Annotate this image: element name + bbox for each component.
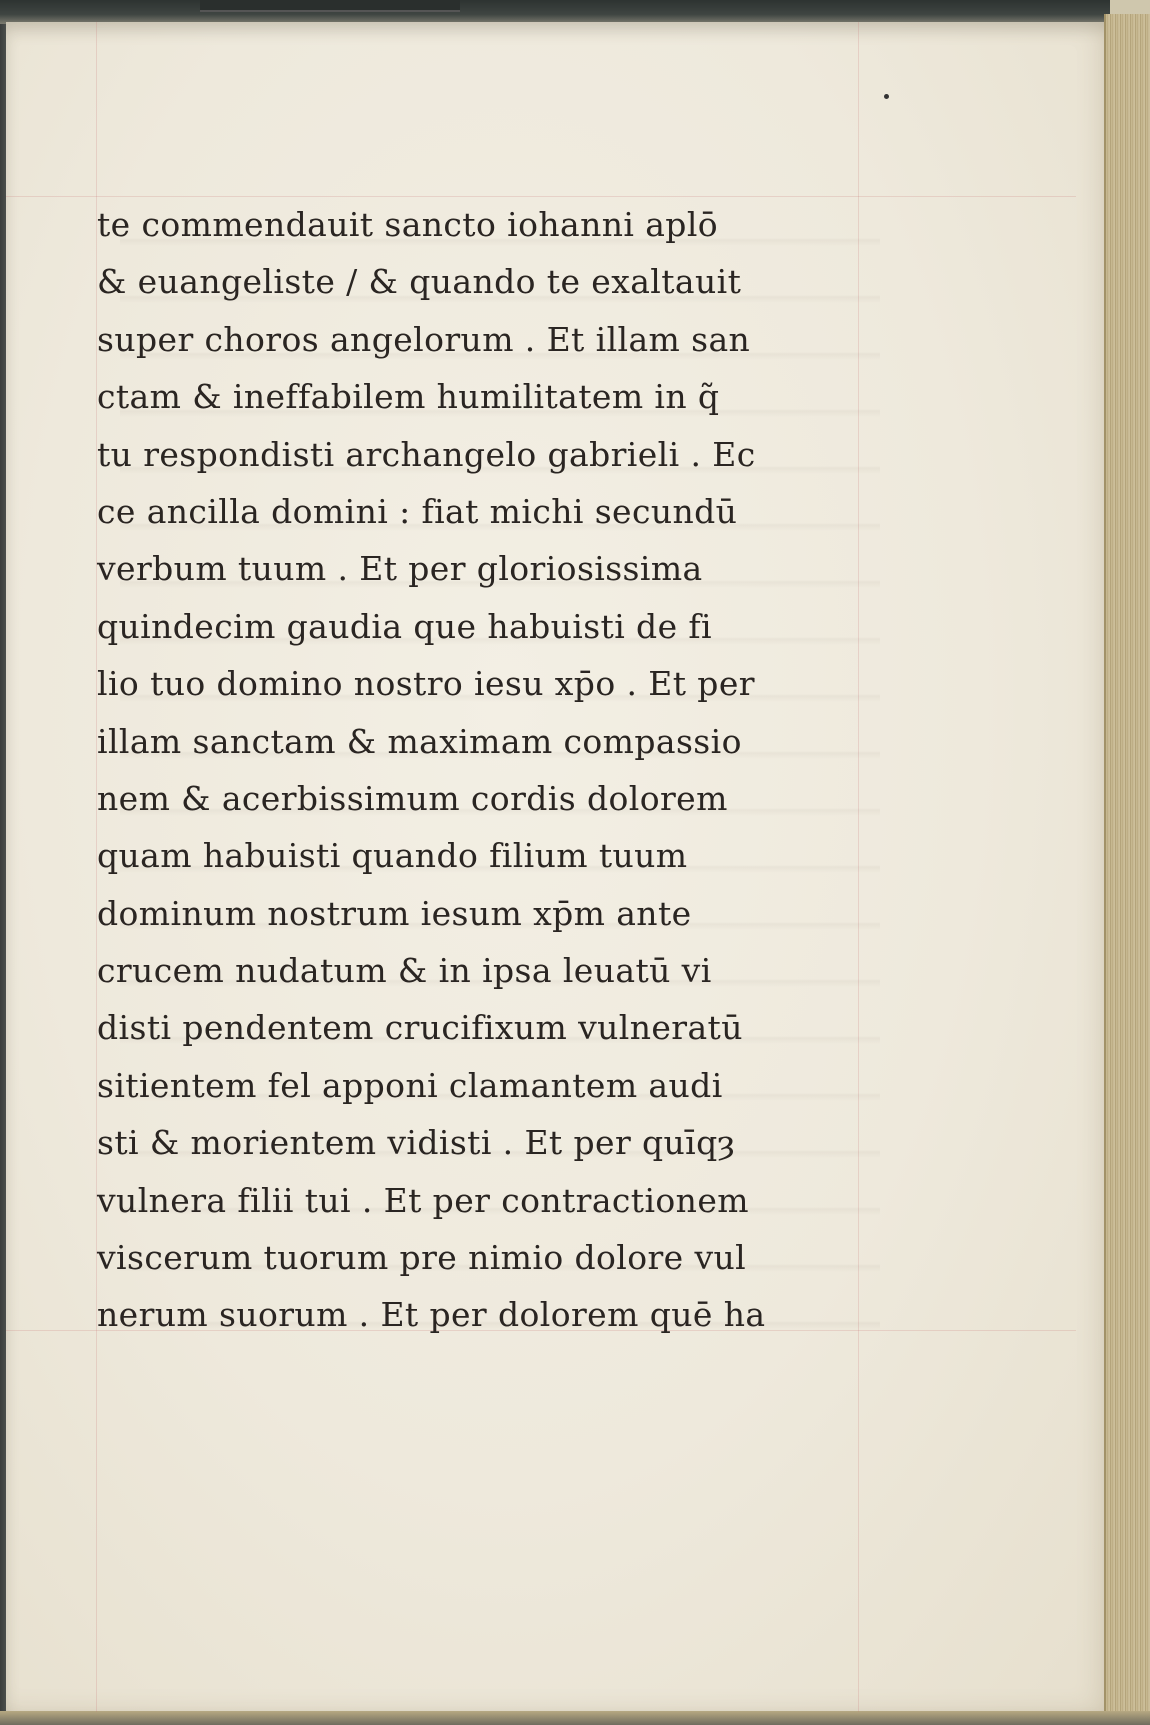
text-line: sitientem fel apponi clamantem audi — [97, 1065, 723, 1105]
text-line: super choros angelorum . Et illam san — [97, 319, 751, 359]
text-line: sti & morientem vidisti . Et per quīqȝ — [97, 1123, 736, 1163]
text-line: tu respondisti archangelo gabrieli . Ec — [97, 434, 756, 474]
text-line: disti pendentem crucifixum vulneratū — [97, 1008, 743, 1048]
text-line: dominum nostrum iesum xp̄m ante — [97, 893, 692, 933]
text-line: vulnera filii tui . Et per contractionem — [97, 1180, 749, 1220]
book-top-edge — [0, 0, 1110, 24]
manuscript-text — [97, 196, 877, 1344]
ink-dot — [884, 94, 889, 99]
text-line: te commendauit sancto iohanni aplō — [97, 205, 719, 244]
text-line: illam sanctam & maximam compassio — [97, 721, 742, 761]
text-line: verbum tuum . Et per gloriosissima — [97, 549, 703, 589]
text-line: crucem nudatum & in ipsa leuatū vi — [97, 951, 712, 991]
text-line: quindecim gaudia que habuisti de fi — [97, 606, 712, 646]
text-line: viscerum tuorum pre nimio dolore vul — [97, 1238, 747, 1278]
text-line: nem & acerbissimum cordis dolorem — [97, 778, 728, 818]
page-edges — [1104, 14, 1150, 1725]
binding-strip — [200, 0, 460, 12]
book-bottom-edge — [0, 1711, 1150, 1725]
text-line: quam habuisti quando filium tuum — [97, 836, 688, 876]
text-line: ctam & ineffabilem humilitatem in q̃ — [97, 377, 720, 417]
text-line: nerum suorum . Et per dolorem quē ha — [97, 1295, 766, 1335]
text-line: lio tuo domino nostro iesu xp̄o . Et per — [97, 664, 755, 704]
text-line: ce ancilla domini : fiat michi secundū — [97, 491, 738, 531]
text-line: & euangeliste / & quando te exaltauit — [97, 262, 742, 302]
